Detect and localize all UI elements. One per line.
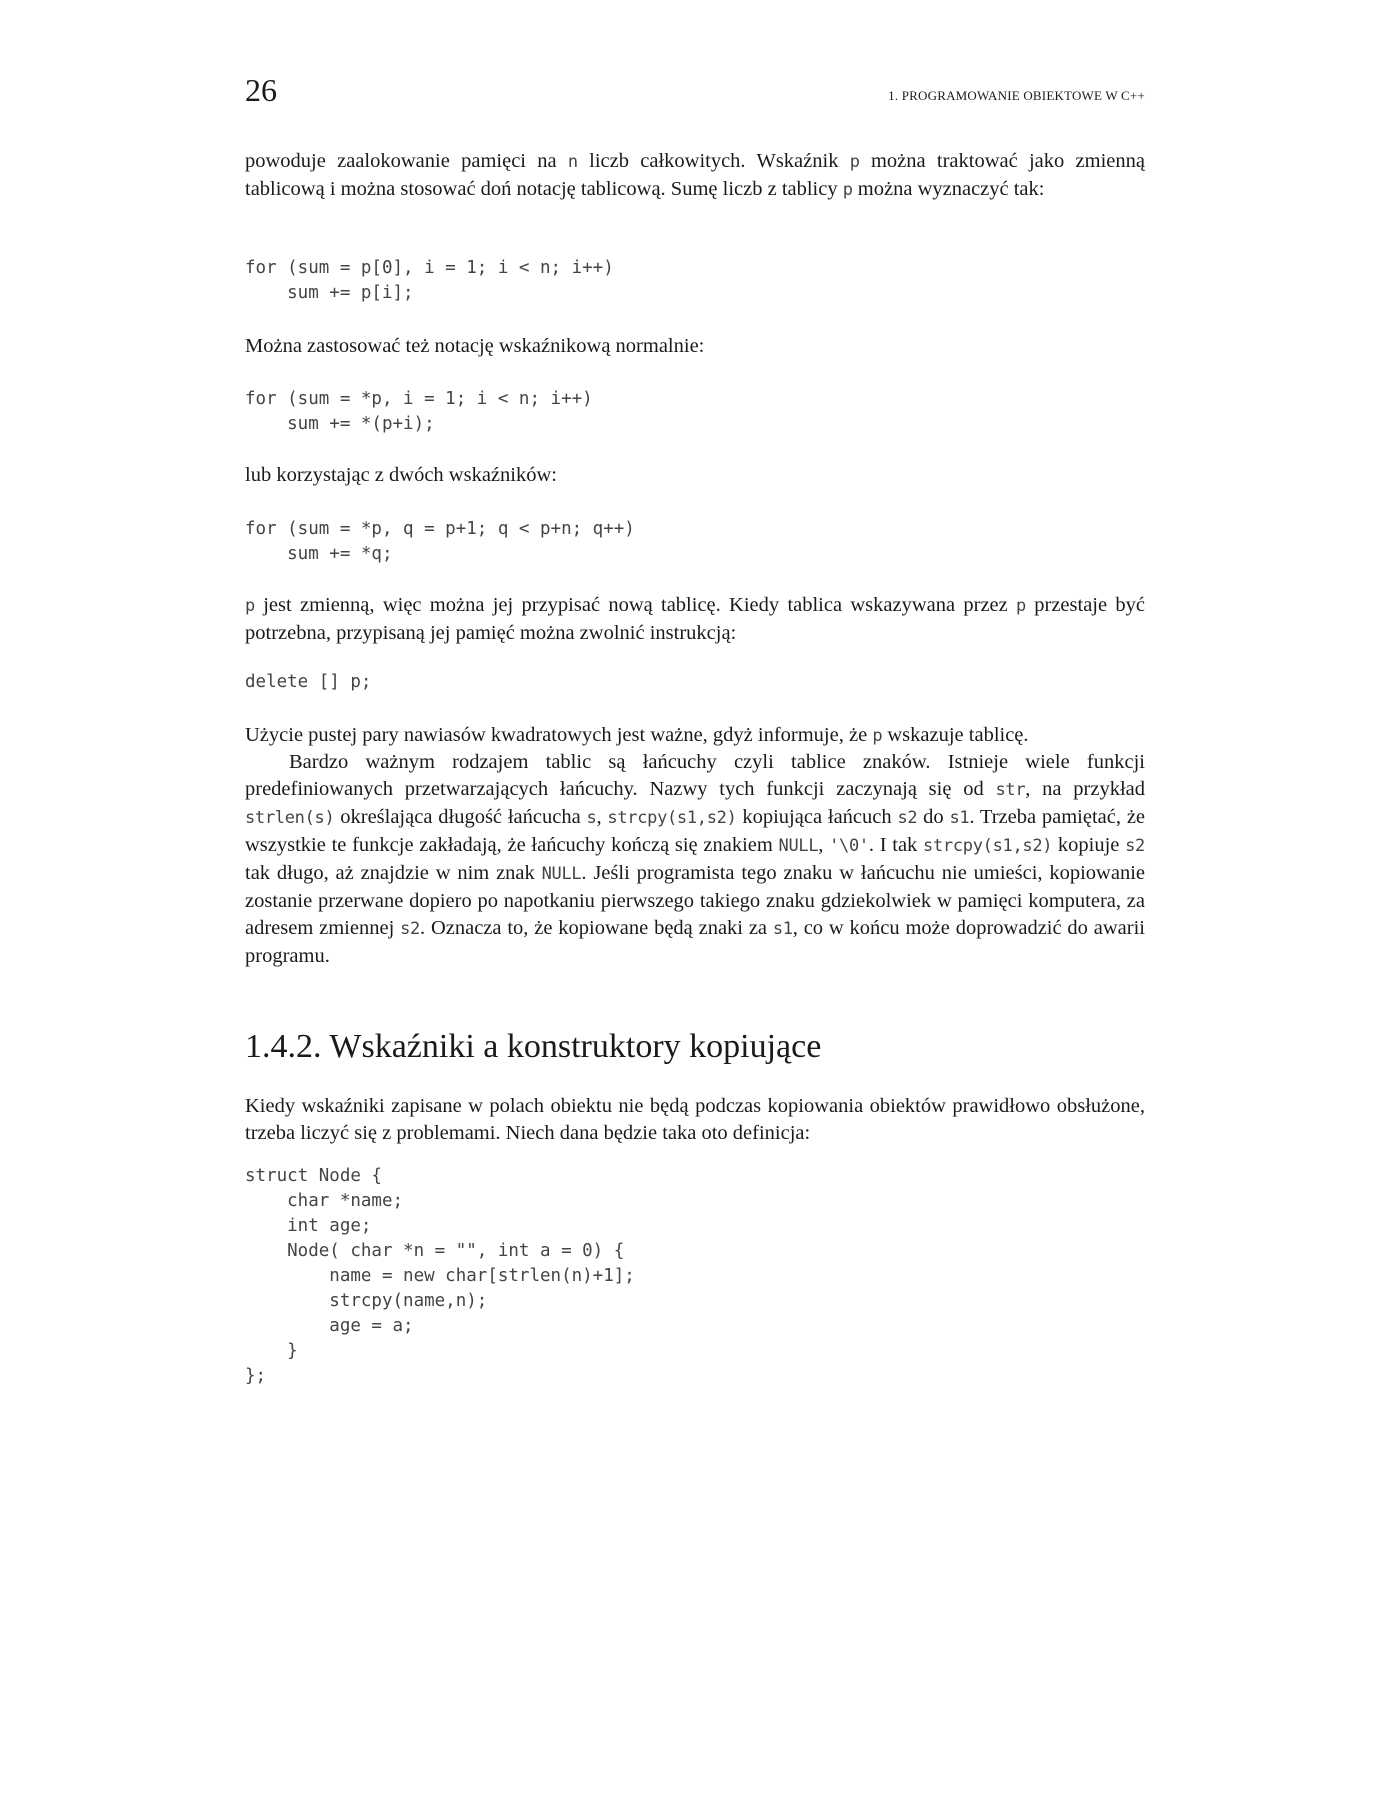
- code-block: struct Node { char *name; int age; Node( char *n = "", int a = 0) { name = new char[strlen(n)+1]; strcpy(name,n); age = a; } };: [245, 1166, 635, 1386]
- code-sum-two-pointers: [245, 517, 1145, 567]
- inline-code: NULL: [541, 864, 582, 884]
- inline-code: '\0': [829, 836, 869, 856]
- text-run: można traktować jako zmienną tablicową i można stosować doń notację tablicową. Sumę liczb z tablicy: [245, 150, 1145, 200]
- page-header: [245, 70, 1145, 110]
- text-run: . Oznacza to, że kopiowane będą znaki za: [419, 917, 773, 939]
- paragraph-text: [245, 722, 1145, 750]
- text-run: . Jeśli programista tego znaku w łańcuchu nie umieści, kopiowanie zostanie przerwane dopiero po napotkaniu pierwszego takiego znaku gdziekolwiek w pamięci komputera, za adresem zmiennej: [245, 862, 1145, 939]
- paragraph-3: [245, 462, 1145, 489]
- code-block: for (sum = *p, q = p+1; q < p+n; q++) sum += *q;: [245, 519, 635, 564]
- paragraph-text: Można zastosować też notację wskaźnikową normalnie:: [245, 335, 705, 357]
- paragraph-1: [245, 148, 1145, 204]
- code-block: delete [] p;: [245, 672, 372, 692]
- text-run: Użycie pustej pary nawiasów kwadratowych jest ważne, gdyż informuje, że: [245, 724, 873, 746]
- text-run: liczb całkowitych. Wskaźnik: [577, 150, 850, 172]
- section-heading: [245, 1027, 1145, 1067]
- paragraph-text: [245, 749, 1145, 970]
- text-run: można wyznaczyć tak:: [852, 178, 1045, 200]
- text-run: , co w końcu może doprowadzić do awarii programu.: [245, 917, 1145, 967]
- text-run: jest zmienną, więc można jej przypisać nową tablicę. Kiedy tablica wskazywana przez: [254, 594, 1017, 616]
- text-run: . I tak: [868, 834, 924, 856]
- inline-code: strlen(s): [245, 808, 335, 828]
- text-run: kopiuje: [1052, 834, 1126, 856]
- text-run: powoduje zaalokowanie pamięci na: [245, 150, 568, 172]
- paragraph-2: [245, 333, 1145, 360]
- inline-code: NULL: [778, 836, 819, 856]
- inline-code: s1: [949, 808, 970, 828]
- text-run: ,: [596, 806, 608, 828]
- inline-code: p: [872, 726, 883, 746]
- code-block: for (sum = *p, i = 1; i < n; i++) sum += *(p+i);: [245, 389, 593, 434]
- inline-code: p: [849, 152, 860, 172]
- text-run: wskazuje tablicę.: [882, 724, 1029, 746]
- section-title: 1.4.2. Wskaźniki a konstruktory kopiujące: [245, 1028, 822, 1065]
- inline-code: strcpy(s1,s2): [923, 836, 1053, 856]
- code-sum-array: [245, 256, 1145, 306]
- code-block: for (sum = p[0], i = 1; i < n; i++) sum += p[i];: [245, 258, 614, 303]
- paragraph-7: [245, 1093, 1145, 1147]
- inline-code: strcpy(s1,s2): [607, 808, 737, 828]
- text-run: ,: [818, 834, 830, 856]
- text-run: do: [917, 806, 950, 828]
- text-run: Bardzo ważnym rodzajem tablic są łańcuchy czyli tablice znaków. Istnieje wiele funkcji predefiniowanych przetwarzających łańcuchy. Nazwy tych funkcji zaczynają się od: [245, 751, 1145, 800]
- paragraph-text: Kiedy wskaźniki zapisane w polach obiektu nie będą podczas kopiowania obiektów prawidłowo obsłużone, trzeba liczyć się z problemami. Niech dana będzie taka oto definicja:: [245, 1095, 1145, 1144]
- inline-code: p: [842, 180, 853, 200]
- text-run: tak długo, aż znajdzie w nim znak: [245, 862, 542, 884]
- text-run: . Trzeba pamiętać, że wszystkie te funkcje zakładają, że łańcuchy kończą się znakiem: [245, 806, 1146, 856]
- inline-code: s2: [897, 808, 918, 828]
- paragraph-text: [245, 592, 1145, 647]
- code-sum-pointer: [245, 387, 1145, 437]
- paragraph-4: [245, 592, 1145, 647]
- paragraph-text: lub korzystając z dwóch wskaźników:: [245, 464, 557, 486]
- text-run: , na przykład: [1025, 778, 1145, 800]
- inline-code: p: [245, 596, 255, 616]
- paragraph-6: [245, 749, 1145, 970]
- text-run: określająca długość łańcucha: [334, 806, 587, 828]
- inline-code: str: [995, 780, 1026, 800]
- running-head: 1. PROGRAMOWANIE OBIEKTOWE W C++: [888, 88, 1145, 103]
- inline-code: s: [586, 808, 597, 828]
- text-run: przestaje być potrzebna, przypisaną jej pamięć można zwolnić instrukcją:: [245, 594, 1145, 644]
- inline-code: s2: [1125, 836, 1145, 856]
- inline-code: s2: [400, 919, 420, 939]
- paragraph-text: [245, 148, 1145, 204]
- inline-code: n: [567, 152, 578, 172]
- paragraph-5: [245, 722, 1145, 750]
- inline-code: p: [1016, 596, 1026, 616]
- code-struct-node: [245, 1164, 1145, 1389]
- inline-code: s1: [772, 919, 793, 939]
- code-delete: [245, 670, 1145, 695]
- page-number: 26: [245, 72, 277, 108]
- text-run: kopiująca łańcuch: [736, 806, 898, 828]
